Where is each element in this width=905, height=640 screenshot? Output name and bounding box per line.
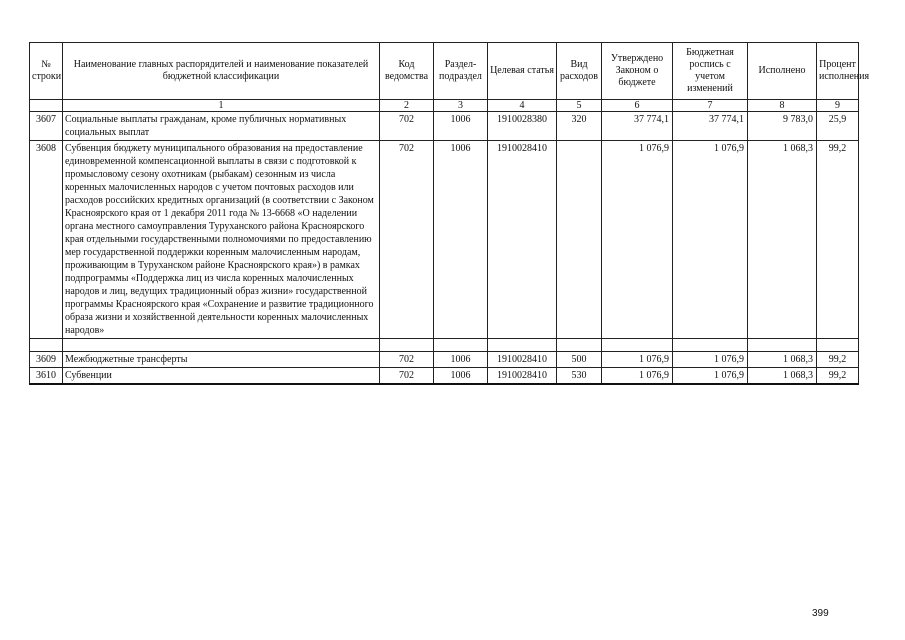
budget-table	[29, 42, 870, 385]
column-number: 5	[557, 100, 602, 112]
department-code: 702	[380, 141, 434, 339]
header-executed: Исполнено	[748, 43, 817, 100]
target-article: 1910028410	[488, 368, 557, 385]
row-name: Субвенции	[63, 368, 380, 385]
header-target-article: Целевая статья	[488, 43, 557, 100]
row-number: 3610	[30, 368, 63, 385]
header-row-number: № строки	[30, 43, 63, 100]
column-number: 9	[817, 100, 859, 112]
department-code: 702	[380, 112, 434, 141]
section-code: 1006	[434, 352, 488, 368]
table-row	[30, 112, 859, 141]
column-number: 7	[673, 100, 748, 112]
execution-percent: 99,2	[817, 368, 859, 385]
executed-amount: 1 068,3	[748, 141, 817, 339]
header-row	[30, 43, 859, 100]
approved-amount: 1 076,9	[602, 352, 673, 368]
table-row	[30, 368, 859, 385]
header-percent: Процент исполнения	[817, 43, 859, 100]
execution-percent: 99,2	[817, 141, 859, 339]
row-number: 3607	[30, 112, 63, 141]
budget-report-sheet	[29, 42, 870, 385]
page-number: 399	[812, 608, 829, 619]
department-code: 702	[380, 368, 434, 385]
row-number: 3608	[30, 141, 63, 339]
column-number-row	[30, 100, 859, 112]
section-code: 1006	[434, 112, 488, 141]
section-code: 1006	[434, 141, 488, 339]
row-name: Социальные выплаты гражданам, кроме публичных нормативных социальных выплат	[63, 112, 380, 141]
approved-amount: 37 774,1	[602, 112, 673, 141]
column-number: 1	[63, 100, 380, 112]
column-number: 3	[434, 100, 488, 112]
target-article: 1910028410	[488, 141, 557, 339]
execution-percent: 25,9	[817, 112, 859, 141]
executed-amount: 1 068,3	[748, 368, 817, 385]
expense-type	[557, 141, 602, 339]
budget-list-amount: 1 076,9	[673, 141, 748, 339]
section-code: 1006	[434, 368, 488, 385]
expense-type: 530	[557, 368, 602, 385]
expense-type: 500	[557, 352, 602, 368]
header-expense-type: Вид расходов	[557, 43, 602, 100]
column-number: 4	[488, 100, 557, 112]
header-name: Наименование главных распорядителей и наименование показателей бюджетной классификации	[63, 43, 380, 100]
header-section: Раздел-подраздел	[434, 43, 488, 100]
header-budget-list: Бюджетная роспись с учетом изменений	[673, 43, 748, 100]
row-name: Субвенция бюджету муниципального образования на предоставление единовременной компенсационной выплаты в связи с подготовкой к промысловому сезону охотникам (рыбакам) сезонным из числа коренных малочисленных народов с учетом почтовых расходов или расходов российских кредитных организаций (в соответствии с Законом Красноярского края от 1 декабря 2011 года № 13-6668 «О наделении органа местного самоуправления Туруханского района Красноярского края отдельными государственными полномочиями по предоставлению мер государственной поддержки коренным малочисленным народам, проживающим в Туруханском районе Красноярского края») в рамках подпрограммы «Поддержка лиц из числа коренных малочисленных народов и лиц, ведущих традиционный образ жизни» государственной программы Красноярского края «Сохранение и развитие традиционного образа жизни и хозяйственной деятельности коренных малочисленных народов»	[63, 141, 380, 339]
target-article: 1910028380	[488, 112, 557, 141]
budget-list-amount: 1 076,9	[673, 368, 748, 385]
column-number: 2	[380, 100, 434, 112]
column-number-blank	[30, 100, 63, 112]
header-approved: Утверждено Законом о бюджете	[602, 43, 673, 100]
approved-amount: 1 076,9	[602, 141, 673, 339]
row-name: Межбюджетные трансферты	[63, 352, 380, 368]
header-department-code: Код ведомства	[380, 43, 434, 100]
budget-list-amount: 37 774,1	[673, 112, 748, 141]
budget-list-amount: 1 076,9	[673, 352, 748, 368]
executed-amount: 1 068,3	[748, 352, 817, 368]
expense-type: 320	[557, 112, 602, 141]
executed-amount: 9 783,0	[748, 112, 817, 141]
table-row	[30, 352, 859, 368]
execution-percent: 99,2	[817, 352, 859, 368]
table-row	[30, 141, 859, 339]
column-number: 8	[748, 100, 817, 112]
target-article: 1910028410	[488, 352, 557, 368]
spacer-row	[30, 339, 859, 352]
row-number: 3609	[30, 352, 63, 368]
approved-amount: 1 076,9	[602, 368, 673, 385]
department-code: 702	[380, 352, 434, 368]
column-number: 6	[602, 100, 673, 112]
